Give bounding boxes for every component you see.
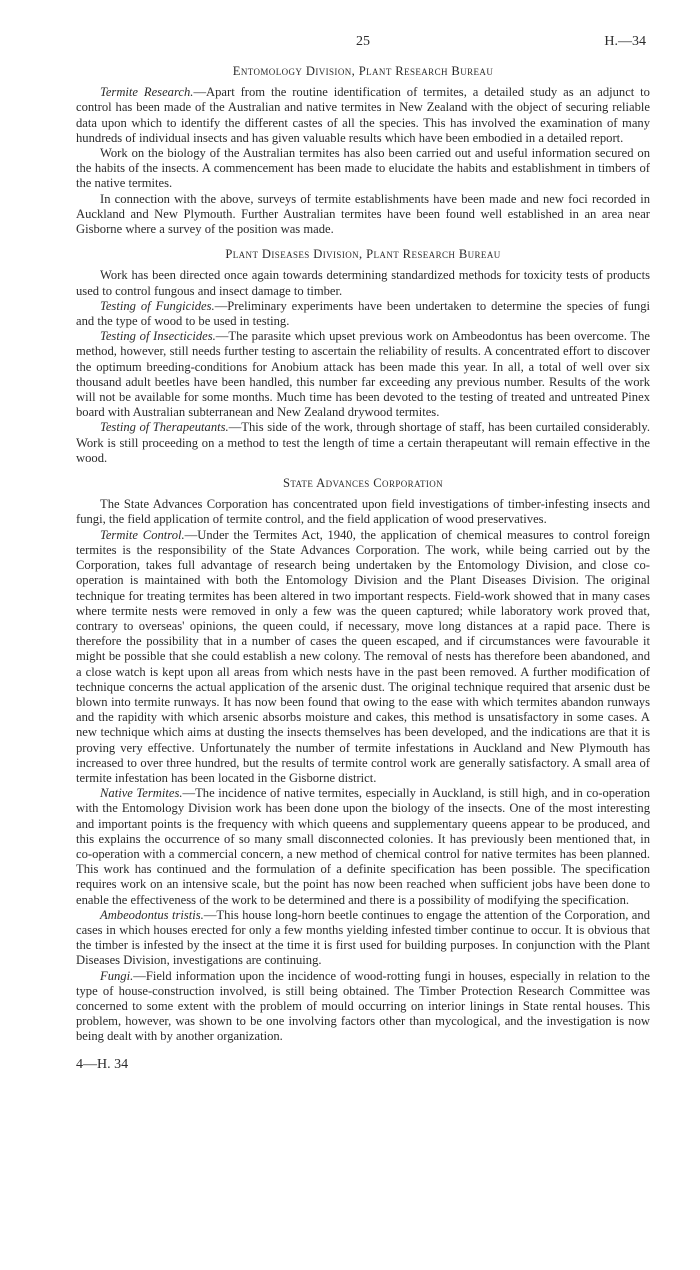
paragraph: [76, 329, 650, 420]
paragraph: [76, 85, 650, 146]
paragraph-lead: Termite Research.: [100, 85, 194, 100]
paragraph-text: —This house long-horn beetle continues to engage the attention of the Corporation, and cases in which houses erected for only a few months yielding infested timber continue to occur. It is obvious that the timber is infested by the insect at the time it is first used for building purposes. In conjunction with the Plant Diseases Division, investigations are continuing.: [76, 907, 650, 968]
paragraph-lead: Ambeodontus tristis.: [100, 907, 204, 922]
document-code: H.—34: [604, 34, 646, 49]
paragraph-lead: Termite Control.: [100, 527, 185, 542]
paragraph: [76, 268, 650, 298]
paragraph-text: —Apart from the routine identification of termites, a detailed study as an adjunct to control has been made of the Australian and native termites in New Zealand with the object of securing reliable data upon which to identify the different castes of all the species. This has involved the examination of many hundreds of individual insects and has given valuable results which have been embodied in a detailed report.: [76, 85, 650, 145]
page-footer-signature: 4—H. 34: [76, 1056, 129, 1072]
paragraph: [76, 192, 650, 238]
paragraph-text: —The parasite which upset previous work on Ambeodontus has been overcome. The method, however, still needs further testing to ascertain the reliability of results. A concentrated effort to discover the optimum breeding-conditions for Anobium attack has been made this year. In all, a total of well over six thousand adult beetles have been handled, this number far exceeding any previous number. Results of the work will not be available for some months. Much time has been devoted to the testing of treated and untreated Pinex board with Australian subterranean and New Zealand drywood termites.: [76, 329, 650, 420]
paragraph: [76, 497, 650, 527]
paragraph-text: The State Advances Corporation has concentrated upon field investigations of timber-infesting insects and fungi, the field application of termite control, and the field application of wood preservatives.: [76, 497, 650, 527]
page-number: 25: [356, 34, 370, 49]
paragraph-lead: Testing of Therapeutants.: [100, 420, 229, 435]
paragraph: [76, 146, 650, 192]
paragraph-text: —Under the Termites Act, 1940, the application of chemical measures to control foreign termites is the responsibility of the State Advances Corporation. The work, while being carried out by the Corporation, takes full advantage of research being undertaken by the Entomology Division, and close co-operation is maintained with both the Entomology Division and the Plant Diseases Division. The original technique for treating termites has been altered in two important respects. Field-work showed that in many cases where termite nests were removed in only a few was the queen captured; while laboratory work proved that, contrary to overseas' opinions, the queen could, if necessary, move long distances at a rapid pace. There is therefore the possibility that in a number of cases the queen escaped, and if circumstances were favourable it might be possible that she could establish a new colony. The removal of nests has therefore been abandoned, and a close watch is kept upon all areas from which nests have in the past been removed. A further modification of technique concerns the actual application of the arsenic dust. The original technique required that arsenic dust be blown into termite runways. It has now been found that owing to the ease with which termites abandon runways and the rapidity with which arsenic absorbs moisture and cakes, this method is unsatisfactory in some cases. A new technique which aims at dusting the insects themselves has been developed, and the indications are that it is proving very effective. Unfortunately the number of termite infestations in Auckland and New Plymouth has increased to over three hundred, but the results of termite control work are generally satisfactory. A small area of termite infestation has been located in the Gisborne district.: [76, 527, 650, 785]
paragraph-text: —This side of the work, through shortage of staff, has been curtailed considerably. Work is still proceeding on a method to test the length of time a certain therapeutant will remain effective in the wood.: [76, 420, 650, 465]
page-header: [76, 34, 650, 60]
section-entomology: [76, 64, 650, 237]
paragraph: [76, 908, 650, 969]
paragraph-lead: Native Termites.: [100, 786, 183, 801]
paragraph-text: In connection with the above, surveys of termite establishments have been made and new foci recorded in Auckland and New Plymouth. Further Australian termites have been found well established in an area near Gisborne where a survey of the position was made.: [76, 191, 650, 237]
paragraph-lead: Testing of Insecticides.: [100, 329, 216, 344]
section-plant-diseases: [76, 247, 650, 466]
paragraph-text: —The incidence of native termites, especially in Auckland, is still high, and in co-operation with the Entomology Division work has been done upon the biology of the insects. One of the most interesting and important points is the frequency with which queens and supplementary queens appear to be produced, and this explains the occurrence of so many small disconnected colonies. It has previously been mentioned that, in co-operation with a commercial concern, a new method of chemical control for native termites has been planned. This work has continued and the formulation of a definite specification has been possible. The specification requires work on an intensive scale, but the point has now been reached when sufficient jobs have been done to enable the effectiveness of the work to be determined and there is a possibility of modifying the specification.: [76, 786, 651, 907]
paragraph: [76, 786, 650, 908]
section-title: State Advances Corporation: [282, 476, 444, 491]
paragraph-lead: Testing of Fungicides.: [100, 298, 215, 313]
paragraph: [76, 299, 650, 329]
paragraph: [76, 969, 650, 1045]
paragraph-text: —Preliminary experiments have been undertaken to determine the species of fungi and the type of wood to be used in testing.: [76, 298, 650, 329]
section-title: Plant Diseases Division, Plant Research Bureau: [225, 247, 501, 262]
paragraph: [76, 420, 650, 466]
paragraph-text: —Field information upon the incidence of wood-rotting fungi in houses, especially in relation to the type of house-construction involved, is still being obtained. The Timber Protection Research Committee was concerned to some extent with the problem of mould occurring on interior linings in State rental houses. This problem, however, was shown to be one involving factors other than mycological, and the investigation is now being dealt with by another organization.: [76, 968, 650, 1044]
paragraph-text: Work has been directed once again towards determining standardized methods for toxicity tests of products used to control fungous and insect damage to timber.: [76, 268, 650, 298]
section-state-advances: [76, 476, 650, 1045]
section-title: Entomology Division, Plant Research Bureau: [232, 64, 494, 78]
paragraph-lead: Fungi.: [100, 968, 134, 983]
paragraph: [76, 528, 650, 786]
paragraph-text: Work on the biology of the Australian termites has also been carried out and useful information secured on the habits of the insects. A commencement has been made to elucidate the habits and establishment in timbers of the native termites.: [76, 146, 650, 191]
